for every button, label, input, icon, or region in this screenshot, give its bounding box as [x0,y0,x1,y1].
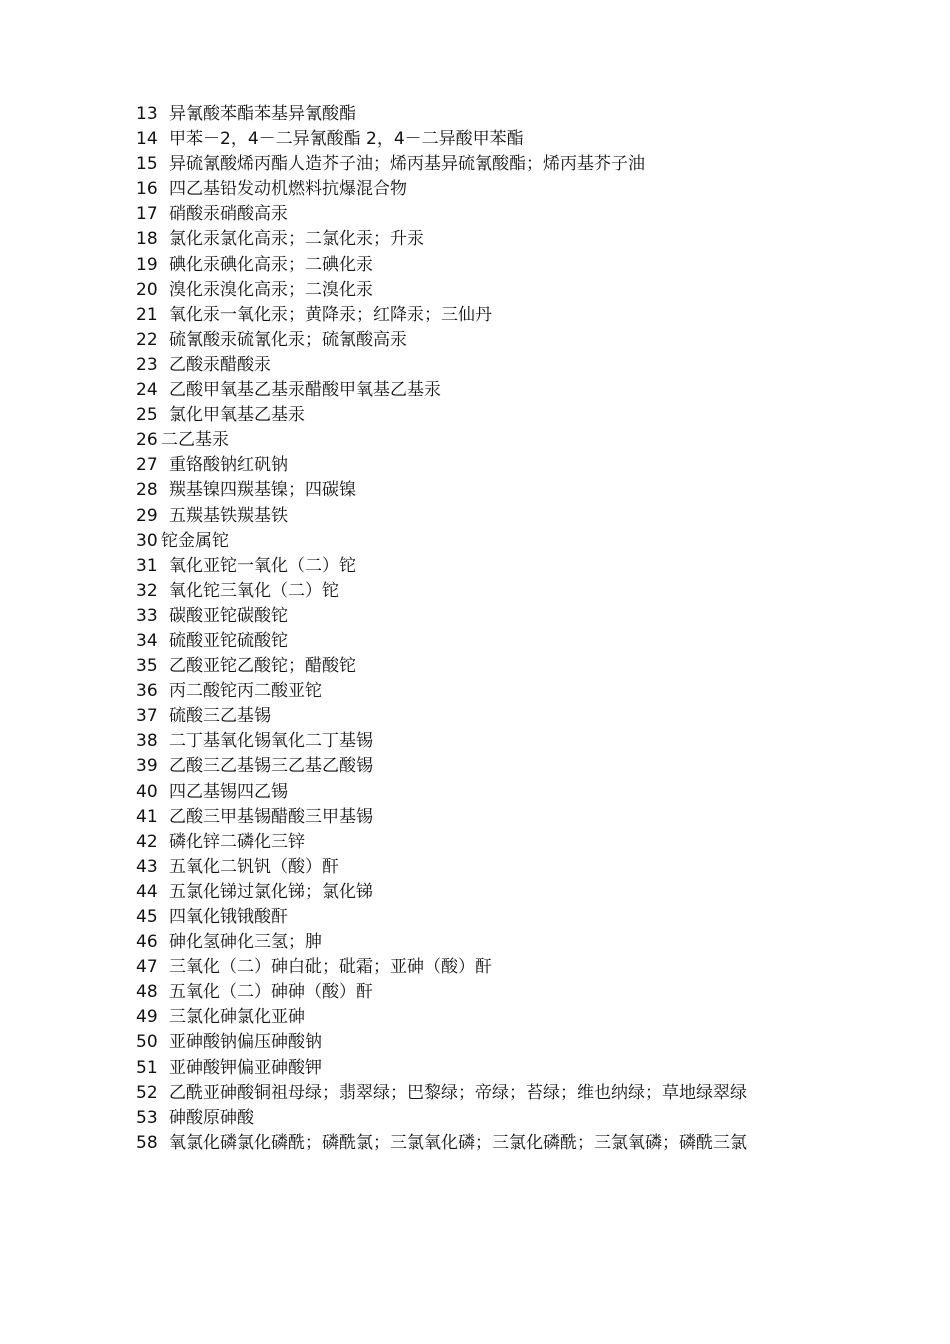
item-number: 24 [136,380,158,401]
list-item [136,579,806,604]
list-item [136,855,806,880]
list-item [136,504,806,529]
item-number: 18 [136,229,158,250]
list-item [136,754,806,779]
item-text: 碳酸亚铊碳酸铊 [169,605,288,626]
list-item [136,253,806,278]
list-item [136,880,806,905]
list-item [136,303,806,328]
item-number: 46 [136,932,158,953]
item-number: 27 [136,455,158,476]
item-text: 四乙基铅发动机燃料抗爆混合物 [169,179,407,200]
item-text: 氯化甲氧基乙基汞 [169,405,305,426]
item-text: 乙酸亚铊乙酸铊；醋酸铊 [169,656,356,677]
item-number: 33 [136,605,158,626]
item-number: 23 [136,354,158,375]
list-item [136,529,806,554]
item-number: 38 [136,731,158,752]
item-text: 五氧化（二）砷砷（酸）酐 [169,982,373,1003]
list-item [136,654,806,679]
item-text: 二乙基汞 [161,430,229,451]
item-number: 40 [136,781,158,802]
item-text: 砷酸原砷酸 [169,1107,254,1128]
item-number: 16 [136,179,158,200]
item-number: 47 [136,957,158,978]
list-item [136,830,806,855]
item-text: 异硫氰酸烯丙酯人造芥子油；烯丙基异硫氰酸酯；烯丙基芥子油 [169,154,645,175]
item-text: 乙酸三甲基锡醋酸三甲基锡 [169,806,373,827]
list-item [136,378,806,403]
item-text: 五氯化锑过氯化锑；氯化锑 [169,881,373,902]
item-number: 39 [136,756,158,777]
item-text: 乙酸三乙基锡三乙基乙酸锡 [169,756,373,777]
list-item [136,1081,806,1106]
item-number: 29 [136,505,158,526]
item-text: 氯化汞氯化高汞；二氯化汞；升汞 [169,229,424,250]
item-number: 17 [136,204,158,225]
list-item [136,1030,806,1055]
list-item [136,1056,806,1081]
item-text: 磷化锌二磷化三锌 [169,831,305,852]
list-item [136,554,806,579]
item-number: 50 [136,1032,158,1053]
list-item [136,478,806,503]
item-number: 14 [136,129,158,150]
item-number: 35 [136,656,158,677]
list-item [136,102,806,127]
item-number: 31 [136,555,158,576]
item-text: 异氰酸苯酯苯基异氰酸酯 [169,104,356,124]
item-text: 碘化汞碘化高汞；二碘化汞 [169,254,373,275]
item-text: 乙酸汞醋酸汞 [169,354,271,375]
item-text: 乙酰亚砷酸铜祖母绿；翡翠绿；巴黎绿；帝绿；苔绿；维也纳绿；草地绿翠绿 [169,1082,747,1103]
item-text: 四氧化锇锇酸酐 [169,907,288,927]
item-number: 28 [136,480,158,501]
list-item [136,278,806,303]
list-item [136,1005,806,1030]
item-text: 溴化汞溴化高汞；二溴化汞 [169,279,373,300]
item-text: 氧化铊三氧化（二）铊 [169,580,339,601]
item-text: 氧化汞一氧化汞；黄降汞；红降汞；三仙丹 [169,304,492,325]
item-text: 三氧化（二）砷白砒；砒霜；亚砷（酸）酐 [169,957,492,978]
item-number: 13 [136,104,158,124]
item-number: 48 [136,982,158,1003]
list-item [136,353,806,378]
list-item [136,704,806,729]
item-number: 37 [136,706,158,727]
item-text: 硝酸汞硝酸高汞 [169,204,288,225]
item-text: 羰基镍四羰基镍；四碳镍 [169,480,356,501]
list-item [136,905,806,930]
item-text: 硫氰酸汞硫氰化汞；硫氰酸高汞 [169,329,407,350]
list-item [136,1131,806,1156]
item-number: 30 [136,530,158,551]
item-text: 五氧化二钒钒（酸）酐 [169,856,339,877]
list-item [136,629,806,654]
item-number: 41 [136,806,158,827]
item-number: 15 [136,154,158,175]
item-text: 乙酸甲氧基乙基汞醋酸甲氧基乙基汞 [169,380,441,401]
list-item [136,930,806,955]
list-item [136,679,806,704]
list-item [136,453,806,478]
item-text: 三氯化砷氯化亚砷 [169,1007,305,1028]
item-number: 43 [136,856,158,877]
item-number: 49 [136,1007,158,1028]
item-text: 亚砷酸钠偏压砷酸钠 [169,1032,322,1053]
item-text: 亚砷酸钾偏亚砷酸钾 [169,1057,322,1078]
item-number: 21 [136,304,158,325]
item-text: 硫酸亚铊硫酸铊 [169,630,288,651]
item-text: 二丁基氧化锡氧化二丁基锡 [169,731,373,752]
item-number: 42 [136,831,158,852]
item-number: 26 [136,430,158,451]
list-item [136,604,806,629]
item-number: 20 [136,279,158,300]
item-text: 硫酸三乙基锡 [169,706,271,727]
list-item [136,980,806,1005]
list-item [136,328,806,353]
chemical-list [136,102,806,1156]
list-item [136,403,806,428]
list-item [136,177,806,202]
item-text: 五羰基铁羰基铁 [169,505,288,526]
list-item [136,780,806,805]
list-item [136,428,806,453]
list-item [136,955,806,980]
item-number: 53 [136,1107,158,1128]
item-text: 铊金属铊 [161,530,229,551]
item-number: 45 [136,907,158,927]
item-number: 34 [136,630,158,651]
list-item [136,1106,806,1131]
list-item [136,202,806,227]
list-item [136,729,806,754]
item-number: 44 [136,881,158,902]
item-text: 丙二酸铊丙二酸亚铊 [169,681,322,702]
item-text: 氧氯化磷氯化磷酰；磷酰氯；三氯氧化磷；三氯化磷酰；三氯氧磷；磷酰三氯 [169,1132,747,1153]
list-item [136,227,806,252]
item-text: 四乙基锡四乙锡 [169,781,288,802]
list-item [136,805,806,830]
list-item [136,127,806,152]
item-number: 58 [136,1132,158,1153]
item-number: 25 [136,405,158,426]
item-number: 52 [136,1082,158,1103]
item-number: 51 [136,1057,158,1078]
list-item [136,152,806,177]
item-number: 32 [136,580,158,601]
item-number: 22 [136,329,158,350]
item-text: 砷化氢砷化三氢；胂 [169,932,322,953]
item-text: 重铬酸钠红矾钠 [169,455,288,476]
item-text: 甲苯－2，4－二异氰酸酯 2，4－二异酸甲苯酯 [169,129,524,150]
item-number: 36 [136,681,158,702]
item-text: 氧化亚铊一氧化（二）铊 [169,555,356,576]
item-number: 19 [136,254,158,275]
